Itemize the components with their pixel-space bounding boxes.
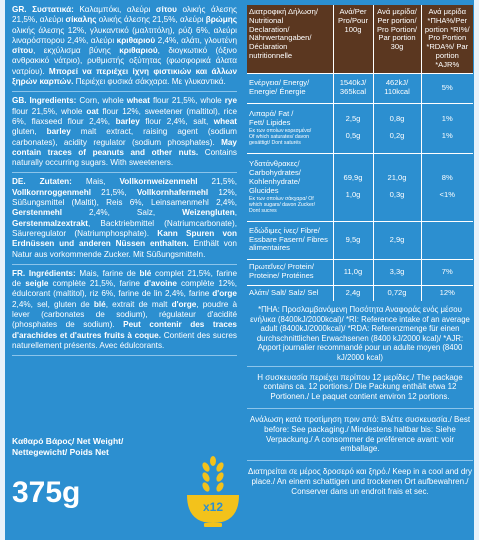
- ingredients-de: [12, 177, 237, 264]
- ingredient-text: ολικής άλεσης 21,5%, αλεύρι: [12, 5, 237, 25]
- ingredient-text: ,: [234, 208, 237, 218]
- ingredient-bold-text: GB. Ingredients:: [12, 96, 77, 106]
- ingredients-column: [12, 5, 237, 360]
- ingredient-bold-text: blé: [93, 299, 106, 309]
- value-per-portion: 2,9g: [373, 221, 421, 259]
- ingredient-text: gluten,: [12, 127, 47, 137]
- net-weight-block: [12, 436, 237, 536]
- ingredient-text: , Backtriebmittel (Natriumcarbonate), Säureregulator (Natriumphosphate).: [12, 218, 237, 238]
- value-per-portion: 3,3g: [373, 259, 421, 285]
- ingredient-text: Contains naturally occurring sugars. With sweeteners.: [12, 147, 238, 168]
- ingredient-text: Περιέχει φυσικά σάκχαρα. Με γλυκαντικά.: [73, 77, 226, 87]
- value-per-portion: 0,8g 0,2g: [373, 103, 421, 153]
- ingredient-bold-text: κριθαριού: [119, 46, 158, 56]
- ingredient-bold-text: βρώμης: [205, 15, 237, 25]
- value-per-portion: 21,0g 0,3g: [373, 153, 421, 221]
- nutrient-name: Υδατάνθρακες/ Carbohydrates/ Kohlenhydrate/ Glucides Εκ των οποίων σάκχαρα/ Of which sugars/ davon Zucker/ Dont sucres: [247, 153, 333, 221]
- value-ri-percent: [421, 221, 473, 259]
- ingredient-text: , extrait de malt: [105, 299, 172, 309]
- ingredient-bold-text: Weizengluten: [182, 208, 235, 218]
- ingredient-text: complet 21,5%, farine de: [12, 268, 238, 289]
- ingredient-bold-text: barley: [115, 116, 140, 126]
- header-per-100g: Ανά/Per Pro/Pour 100g: [333, 5, 373, 73]
- portions-info: Η συσκευασία περιέχει περίπου 12 μερίδες./ The package contains ca. 12 portions./ Die Packung enthält etwa 12 Portionen./ Le paquet contient environ 12 portions.: [247, 367, 473, 409]
- ingredient-text: , εκχύλισμα βύνης: [33, 46, 120, 56]
- ingredient-bold-text: Μπορεί να περιέχει ίχνη φιστικιών και άλλων ξηρών καρπών.: [12, 66, 237, 87]
- value-per-100g: 9,5g: [333, 221, 373, 259]
- nutrient-name: Αλάτι/ Salt/ Salz/ Sel: [247, 285, 333, 301]
- ingredient-text: Enthält von Natur aus vorkommende Zucker. Mit Süßungsmitteln.: [12, 239, 237, 259]
- value-per-100g: 2,5g 0,5g: [333, 103, 373, 153]
- ingredient-text: Mais, farine de: [75, 268, 140, 278]
- value-per-portion: 0,72g: [373, 285, 421, 301]
- net-weight-label-1: Καθαρό Βάρος/ Net Weight/: [12, 436, 124, 446]
- ingredients-fr: [12, 269, 237, 356]
- ingredient-bold-text: Vollkornweizenmehl: [119, 177, 198, 187]
- ingredient-bold-text: d'orge: [212, 289, 237, 299]
- value-ri-percent: 5%: [421, 73, 473, 103]
- nutrition-row: [247, 153, 473, 221]
- ingredient-text: 21,5%,: [91, 187, 137, 197]
- ingredient-text: flour 21,5%, whole: [12, 106, 87, 116]
- value-ri-percent: 1% 1%: [421, 103, 473, 153]
- ingredient-bold-text: Kann Spuren von Erdnüssen und anderen Nüssen enthalten.: [12, 228, 237, 249]
- ingredient-bold-text: d'avoine: [144, 279, 177, 289]
- nutrition-table: [247, 5, 473, 301]
- ingredient-text: Corn, whole: [76, 96, 127, 106]
- ingredient-text: complète 12%, édulcorant (maltitol), riz 6%, farine de lin 2,4%, farine: [12, 279, 238, 299]
- nutrient-sub-name: Εκ των οποίων σάκχαρα/ Of which sugars/ davon Zucker/ Dont sucres: [249, 195, 316, 214]
- ingredient-text: 12%, Süßungsmittel (Maltit), Reis 6%, Leinsamenmehl 2,4%,: [12, 187, 238, 208]
- ingredient-bold-text: d'orge: [171, 299, 197, 309]
- ingredient-bold-text: σίτου: [155, 5, 177, 14]
- left-edge-strip: [0, 0, 5, 540]
- net-weight-value: 375g: [12, 476, 81, 509]
- right-edge-strip: [474, 0, 479, 540]
- value-ri-percent: 12%: [421, 285, 473, 301]
- storage-info: Διατηρείται σε μέρος δροσερό και ξηρό./ Keep in a cool and dry place./ An einem schattigen und trockenen Ort aufbewahren./ Conserver dans un endroit frais et sec.: [248, 467, 472, 496]
- ingredient-bold-text: GR. Συστατικά:: [12, 5, 74, 14]
- header-per-portion: Ανά μερίδα/ Per portion/ Pro Portion/ Par portion 30g: [373, 5, 421, 73]
- ingredient-text: Mais,: [71, 177, 120, 187]
- ingredient-bold-text: barley: [46, 127, 71, 137]
- ingredient-text: ολικής άλεσης 21,5%, αλεύρι: [96, 15, 206, 25]
- ingredient-text: flour 12%, sweetener (maltitol), rice 6%, flaxseed flour 2,4%,: [12, 106, 238, 126]
- cereal-bowl-icon: [184, 451, 242, 531]
- ingredient-text: 2,4%, αλάτι, γλουτένη: [155, 35, 237, 45]
- portions-badge: x12: [202, 500, 224, 514]
- ingredient-bold-text: wheat: [126, 96, 150, 106]
- nutrition-header-row: [247, 5, 473, 73]
- header-ri-percent: Ανά μερίδα *ΠΗΑ%/Per portion *RI%/ Pro Portion *RDA%/ Par portion *AJR%: [421, 5, 473, 73]
- ingredients-gb: [12, 96, 237, 173]
- ingredient-text: , poudre à lever (carbonates de sodium), régulateur d'acidité (phosphates de sodium).: [12, 299, 237, 330]
- ingredient-bold-text: FR. Ingrédients:: [12, 268, 76, 278]
- ingredient-text: flour 2,4%, salt,: [139, 116, 214, 126]
- ingredient-text: Καλαμπόκι, αλεύρι: [73, 5, 156, 14]
- ingredient-text: complète 21,5%, farine: [48, 279, 145, 289]
- nutrition-column: [247, 5, 473, 503]
- ingredient-bold-text: σίτου: [12, 46, 34, 56]
- nutrient-name: Λιπαρά/ Fat / Fett/ Lipides Εκ των οποίων κορεσμένα/ Of which saturates/ davon gesättigt/ Dont saturés: [247, 103, 333, 153]
- ingredient-bold-text: DE. Zutaten:: [12, 177, 72, 187]
- ingredient-bold-text: Vollkornhafermehl: [136, 187, 209, 197]
- value-per-100g: 1540kJ/ 365kcal: [333, 73, 373, 103]
- nutrition-row: [247, 73, 473, 103]
- ingredient-text: Contient des sucres naturellement présents. Avec édulcorants.: [12, 330, 237, 350]
- best-before-info: Ανάλωση κατά προτίμηση πριν από: Βλέπε συσκευασία./ Best before: See packaging./ Mindestens haltbar bis: Siehe Verpackung./ A consommer de préférence avant: voir emballage.: [247, 409, 473, 461]
- ingredient-bold-text: Gerstenmalzextrakt: [12, 218, 88, 228]
- value-ri-percent: 8% <1%: [421, 153, 473, 221]
- ingredient-text: 2,4%, Salz,: [62, 208, 183, 218]
- ingredient-bold-text: seigle: [25, 279, 49, 289]
- ingredient-text: , διογκωτικό (όξινο ανθρακικό νάτριο), ρυθμιστής οξύτητας (φωσφορικά άλατα νατρίου).: [12, 46, 237, 76]
- ingredients-gr: [12, 5, 237, 92]
- nutrient-name: Ενέργεια/ Energy/ Energie/ Énergie: [247, 73, 333, 103]
- ingredient-bold-text: κριθαριού: [116, 35, 156, 45]
- ingredient-bold-text: oat: [86, 106, 99, 116]
- ingredient-bold-text: Peut contenir des traces d'arachides et d'autres fruits à coque.: [12, 320, 237, 340]
- ingredient-text: ολικής άλεσης 12%, γλυκαντικό (μαλτιτόλη), ρύζι 6%, αλεύρι λιναρόσπορου 2,4%, αλεύρι: [12, 25, 237, 45]
- value-per-100g: 2,4g: [333, 285, 373, 301]
- ingredient-text: malt extract, raising agent (sodium carbonates), acidity regulator (sodium phosphates).: [12, 127, 237, 147]
- value-ri-percent: 7%: [421, 259, 473, 285]
- net-weight-label-2: Nettegewicht/ Poids Net: [12, 446, 109, 457]
- nutrition-row: [247, 285, 473, 301]
- value-per-100g: 11,0g: [333, 259, 373, 285]
- ingredient-text: flour 21,5%, whole: [149, 96, 225, 106]
- nutrient-name: Πρωτεΐνες/ Protein/ Proteine/ Protéines: [247, 259, 333, 285]
- reference-intake-footnote: *ΠΗΑ: Προσλαμβανόμενη Ποσότητα Αναφοράς ενός μέσου ενήλικα (8400kJ/2000kcal)/ *RI: Reference intake of an average adult (8400kJ/2000kcal)/ *RDA: Referenzmenge für einen durchschnittlichen Erwachsenen (8400 kJ/2000 kcal)/ *AJR: Apport journalier recommandé pour un adulte moyen (8400 kJ/2000 kcal): [247, 301, 473, 367]
- ingredient-bold-text: wheat: [213, 116, 237, 126]
- nutrition-row: [247, 103, 473, 153]
- header-declaration: Διατροφική Δήλωση/ Nutritional Declaration/ Nährwertangaben/ Déclaration nutritionnelle: [247, 5, 333, 73]
- ingredient-text: 21,5%,: [197, 177, 238, 187]
- nutrition-row: [247, 221, 473, 259]
- value-per-100g: 69,9g 1,0g: [333, 153, 373, 221]
- ingredient-bold-text: May contain traces of peanuts and other nuts.: [12, 137, 237, 157]
- ingredient-bold-text: rye: [224, 96, 237, 106]
- ingredient-bold-text: Vollkornroggenmehl: [12, 187, 91, 197]
- ingredient-text: 2,4%, sel, gluten de: [12, 299, 94, 309]
- nutrition-row: [247, 259, 473, 285]
- value-per-portion: 462kJ/ 110kcal: [373, 73, 421, 103]
- nutrient-name: Εδώδιμες ίνες/ Fibre/ Essbare Fasern/ Fibres alimentaires: [247, 221, 333, 259]
- ingredient-bold-text: blé: [139, 268, 152, 278]
- ingredient-bold-text: σίκαλης: [65, 15, 97, 25]
- ingredient-bold-text: Gerstenmehl: [12, 208, 63, 218]
- nutrient-sub-name: Εκ των οποίων κορεσμένα/ Of which saturates/ davon gesättigt/ Dont saturés: [249, 127, 312, 146]
